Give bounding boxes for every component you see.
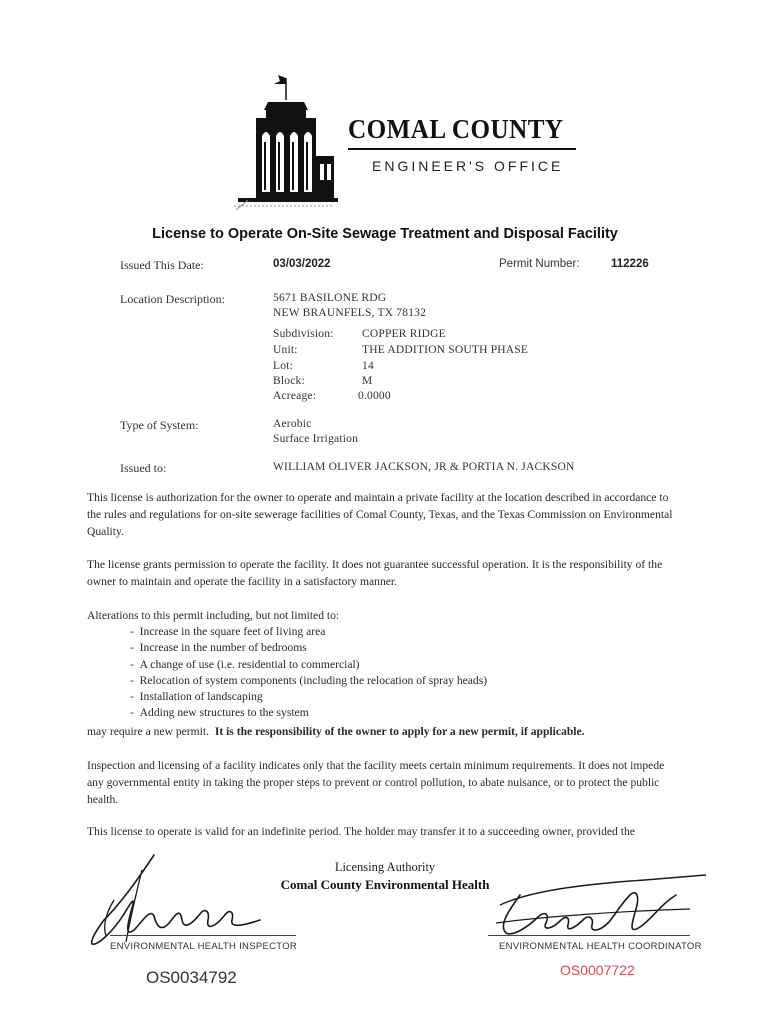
list-item: - Increase in the square feet of living area [130,625,326,638]
list-item: - Relocation of system components (including the relocation of spray heads) [130,673,488,687]
subdivision-value: COPPER RIDGE [362,328,446,340]
licensing-authority-label: Licensing Authority [334,860,436,874]
subdivision-label: Subdivision: [273,328,334,340]
permit-number-value: 112226 [611,258,649,270]
paragraph-validity: This license to operate is valid for an indefinite period. The holder may transfer it to a succeeding owner, provided the [87,825,635,838]
paragraph-inspection: Inspection and licensing of a facility indicates only that the facility meets certain minimum requirements. It does not impede any governmental entity in taking the proper steps to prevent or control pollution, to abate nuisance, or to protect the public health. [87,759,665,806]
alterations-intro: Alterations to this permit including, but not limited to: [87,609,340,622]
org-name: COMAL COUNTY [348,114,564,144]
address-line-2: NEW BRAUNFELS, TX 78132 [273,307,427,319]
acreage-label: Acreage: [273,390,317,402]
acreage-value: 0.0000 [358,390,391,402]
issued-to-value: WILLIAM OLIVER JACKSON, JR & PORTIA N. JACKSON [273,461,575,473]
licensing-authority-name: Comal County Environmental Health [280,877,490,892]
address-line-1: 5671 BASILONE RDG [273,292,387,304]
alterations-list [130,624,487,722]
unit-value: THE ADDITION SOUTH PHASE [362,344,529,356]
issued-to-label: Issued to: [120,461,167,475]
block-value: M [362,375,373,387]
location-label: Location Description: [120,292,225,306]
inspector-caption: ENVIRONMENTAL HEALTH INSPECTOR [110,941,298,952]
county-building-logo [228,72,340,212]
list-item: - Adding new structures to the system [130,706,309,720]
lot-value: 14 [362,360,374,372]
inspector-signature-line [110,935,296,936]
alterations-closing-text: may require a new permit. [87,725,210,738]
owner-responsibility-note: It is the responsibility of the owner to apply for a new permit, if applicable. [214,725,585,738]
block-label: Block: [273,375,305,387]
list-item: - Installation of landscaping [130,690,263,704]
coordinator-signature-line [488,935,690,936]
paragraph-permission: The license grants permission to operate the facility. It does not guarantee successful operation. It is the responsibility of the owner to maintain and operate the facility in a satisfactory manner. [87,558,663,588]
list-item: - Increase in the number of bedrooms [130,641,307,655]
alterations-closing [87,723,677,740]
list-item: - A change of use (i.e. residential to commercial) [130,657,360,671]
issued-date-value: 03/03/2022 [273,258,331,270]
unit-label: Unit: [273,344,298,356]
system-type-line-2: Surface Irrigation [273,433,359,445]
system-type-label: Type of System: [120,418,199,432]
lot-label: Lot: [273,360,293,372]
paragraph-authorization: This license is authorization for the owner to operate and maintain a private facility at the location described in accordance to the rules and regulations for on-site sewerage facilities of Comal County, Texas, and the Texas Commission on Environmental Quality. [87,491,673,538]
permit-number-label: Permit Number: [499,258,580,270]
inspector-code: OS0034792 [146,968,237,987]
org-rule [348,148,576,150]
coordinator-signature [480,865,710,945]
coordinator-code: OS0007722 [560,962,635,978]
org-subtitle: ENGINEER'S OFFICE [372,158,564,174]
issued-date-label: Issued This Date: [120,258,204,272]
coordinator-caption: ENVIRONMENTAL HEALTH COORDINATOR [499,941,702,952]
document-title: License to Operate On-Site Sewage Treatment and Disposal Facility [152,226,618,242]
system-type-line-1: Aerobic [273,418,312,430]
